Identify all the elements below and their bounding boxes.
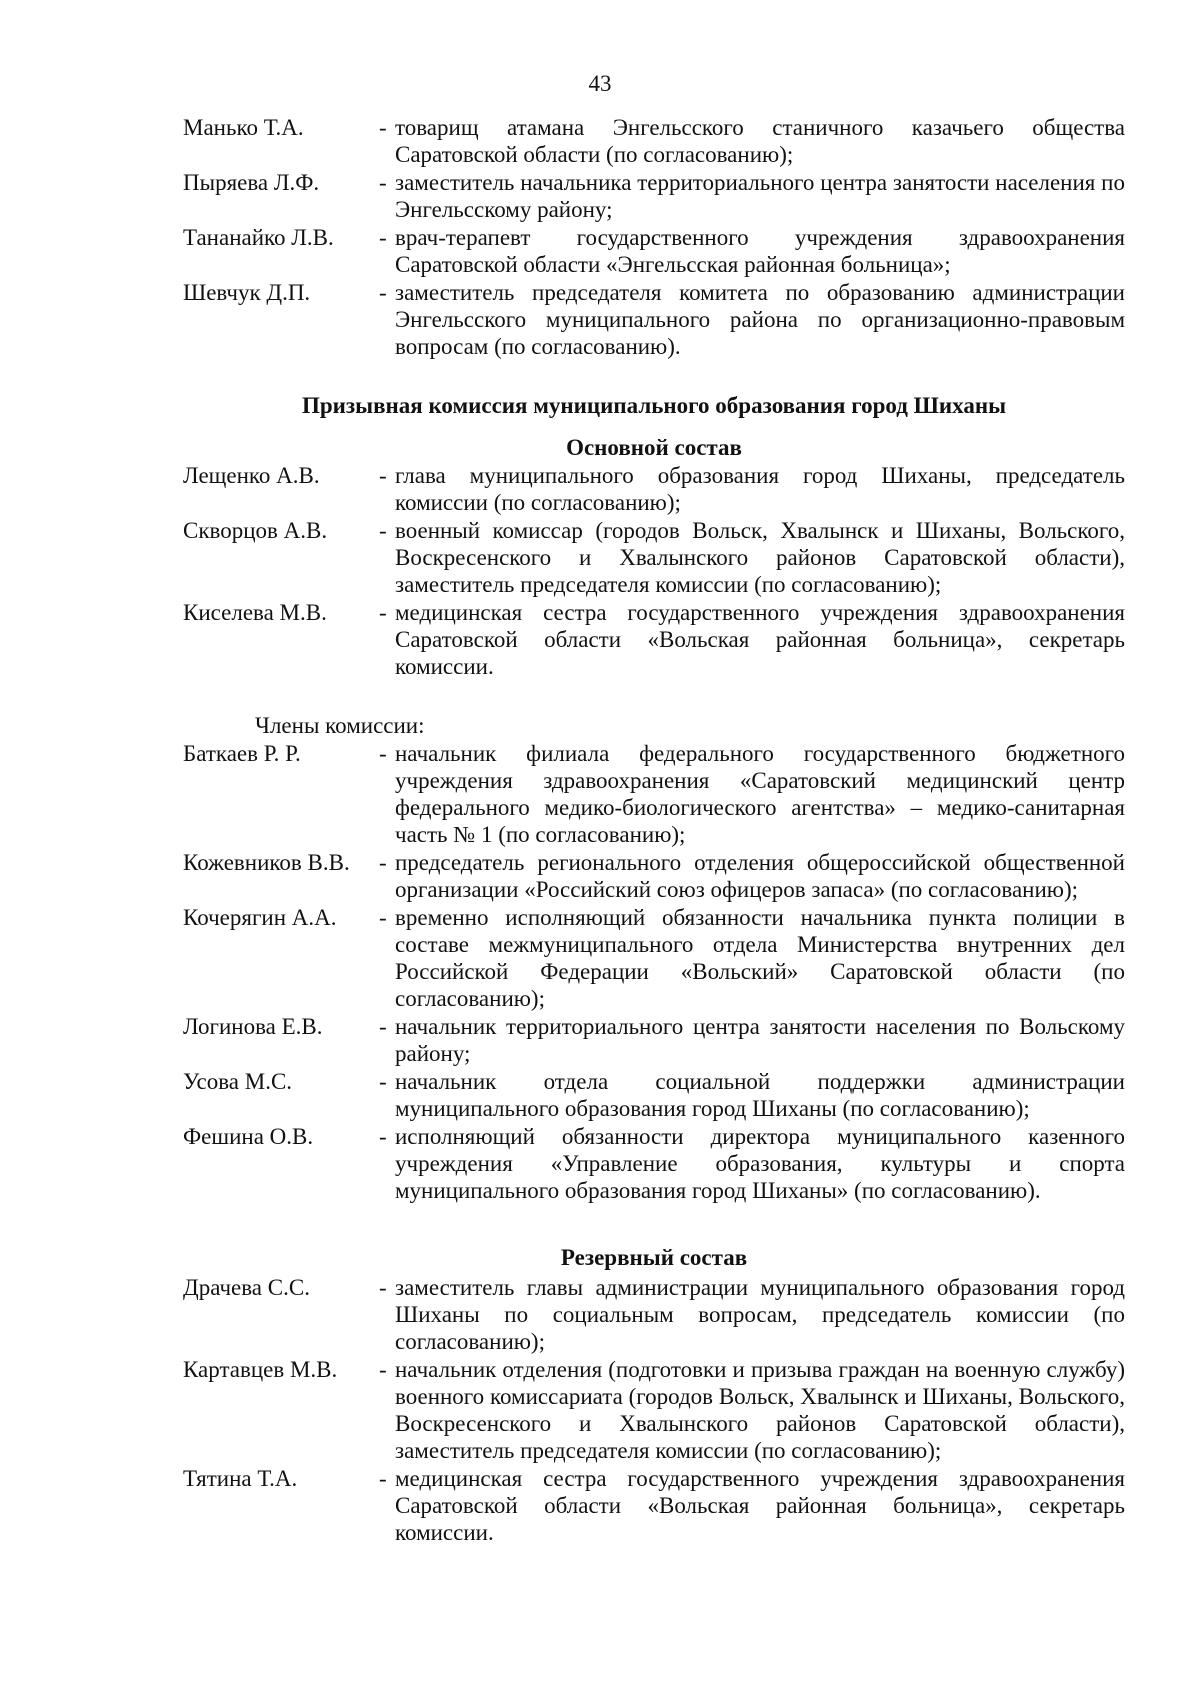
page-number: 43 bbox=[588, 71, 612, 96]
main-composition-heading: Основной состав bbox=[566, 435, 742, 460]
person-name: Киселева М.В. bbox=[183, 600, 327, 625]
list-item bbox=[183, 849, 1125, 903]
list-item bbox=[183, 169, 1125, 223]
list-item bbox=[183, 1465, 1125, 1546]
commission-title: Призывная комиссия муниципального образования город Шиханы bbox=[301, 393, 1007, 418]
person-name: Драчева С.С. bbox=[183, 1275, 310, 1300]
person-role: - начальник отделения (подготовки и призыва граждан на военную службу) военного комиссариата (городов Вольск, Хвалынск и Шиханы, Вольского, Воскресенского и Хвалынского районов Саратовской области), заместитель председателя комиссии (по согласованию); bbox=[379, 1356, 1125, 1464]
person-role: - начальник отдела социальной поддержки администрации муниципального образования город Шиханы (по согласованию); bbox=[379, 1068, 1125, 1122]
list-item bbox=[183, 1068, 1125, 1122]
person-role: - исполняющий обязанности директора муниципального казенного учреждения «Управление образования, культуры и спорта муниципального образования город Шиханы» (по согласованию). bbox=[379, 1123, 1125, 1204]
members-label: Члены комиссии: bbox=[255, 713, 425, 738]
members-label-block bbox=[183, 712, 1125, 739]
person-name: Картавцев М.В. bbox=[183, 1357, 338, 1382]
person-role: - товарищ атамана Энгельсского станичного казачьего общества Саратовской области (по согласованию); bbox=[379, 114, 1125, 168]
list-item bbox=[183, 517, 1125, 598]
person-role: - глава муниципального образования город Шиханы, председатель комиссии (по согласованию); bbox=[379, 462, 1125, 516]
person-role: - начальник филиала федерального государственного бюджетного учреждения здравоохранения «Саратовский медицинский центр федерального медико-биологического агентства» – медико-санитарная часть № 1 (по согласованию); bbox=[379, 740, 1125, 848]
person-role: - заместитель председателя комитета по образованию администрации Энгельсского муниципального района по организационно-правовым вопросам (по согласованию). bbox=[379, 279, 1125, 360]
person-name: Усова М.С. bbox=[183, 1069, 293, 1094]
person-role: - начальник территориального центра занятости населения по Вольскому району; bbox=[379, 1013, 1125, 1067]
list-item bbox=[183, 462, 1125, 516]
list-item bbox=[183, 1274, 1125, 1355]
main-composition bbox=[183, 462, 1125, 681]
reserve-heading-block bbox=[183, 1244, 1125, 1271]
person-name: Лещенко А.В. bbox=[183, 463, 320, 488]
person-name: Кочерягин А.А. bbox=[183, 905, 337, 930]
list-item bbox=[183, 224, 1125, 278]
person-role: - временно исполняющий обязанности начальника пункта полиции в составе межмуниципального отдела Министерства внутренних дел Российской Федерации «Вольский» Саратовской области (по согласованию); bbox=[379, 904, 1125, 1012]
person-name: Фешина О.В. bbox=[183, 1124, 314, 1149]
person-role: - председатель регионального отделения общероссийской общественной организации «Российский союз офицеров запаса» (по согласованию); bbox=[379, 849, 1125, 903]
main-composition-heading-block bbox=[183, 434, 1125, 461]
person-name: Кожевников В.В. bbox=[183, 850, 350, 875]
list-item bbox=[183, 1013, 1125, 1067]
person-name: Тятина Т.А. bbox=[183, 1466, 298, 1491]
person-name: Манько Т.А. bbox=[183, 115, 304, 140]
person-name: Баткаев Р. Р. bbox=[183, 741, 301, 766]
person-role: - заместитель главы администрации муниципального образования город Шиханы по социальным вопросам, председатель комиссии (по согласованию); bbox=[379, 1274, 1125, 1355]
commission-title-block bbox=[183, 392, 1125, 419]
person-role: - медицинская сестра государственного учреждения здравоохранения Саратовской области «Вольская районная больница», секретарь комиссии. bbox=[379, 1465, 1125, 1546]
list-item bbox=[183, 1123, 1125, 1204]
reserve-composition-heading: Резервный состав bbox=[560, 1245, 748, 1270]
list-item bbox=[183, 740, 1125, 848]
person-name: Шевчук Д.П. bbox=[183, 280, 311, 305]
person-name: Пыряева Л.Ф. bbox=[183, 170, 320, 195]
person-role: - врач-терапевт государственного учреждения здравоохранения Саратовской области «Энгельсская районная больница»; bbox=[379, 224, 1125, 278]
person-role: - заместитель начальника территориального центра занятости населения по Энгельсскому району; bbox=[379, 169, 1125, 223]
reserve-composition bbox=[183, 1274, 1125, 1547]
person-name: Скворцов А.В. bbox=[183, 518, 328, 543]
list-item bbox=[183, 904, 1125, 1012]
person-role: - военный комиссар (городов Вольск, Хвалынск и Шиханы, Вольского, Воскресенского и Хвалынского районов Саратовской области), заместитель председателя комиссии (по согласованию); bbox=[379, 517, 1125, 598]
person-name: Логинова Е.В. bbox=[183, 1014, 323, 1039]
list-item bbox=[183, 114, 1125, 168]
commission-members bbox=[183, 740, 1125, 1205]
person-name: Тананайко Л.В. bbox=[183, 225, 334, 250]
list-item bbox=[183, 1356, 1125, 1464]
list-item bbox=[183, 279, 1125, 360]
block-engels-members bbox=[183, 114, 1125, 361]
list-item bbox=[183, 599, 1125, 680]
person-role: - медицинская сестра государственного учреждения здравоохранения Саратовской области «Вольская районная больница», секретарь комиссии. bbox=[379, 599, 1125, 680]
